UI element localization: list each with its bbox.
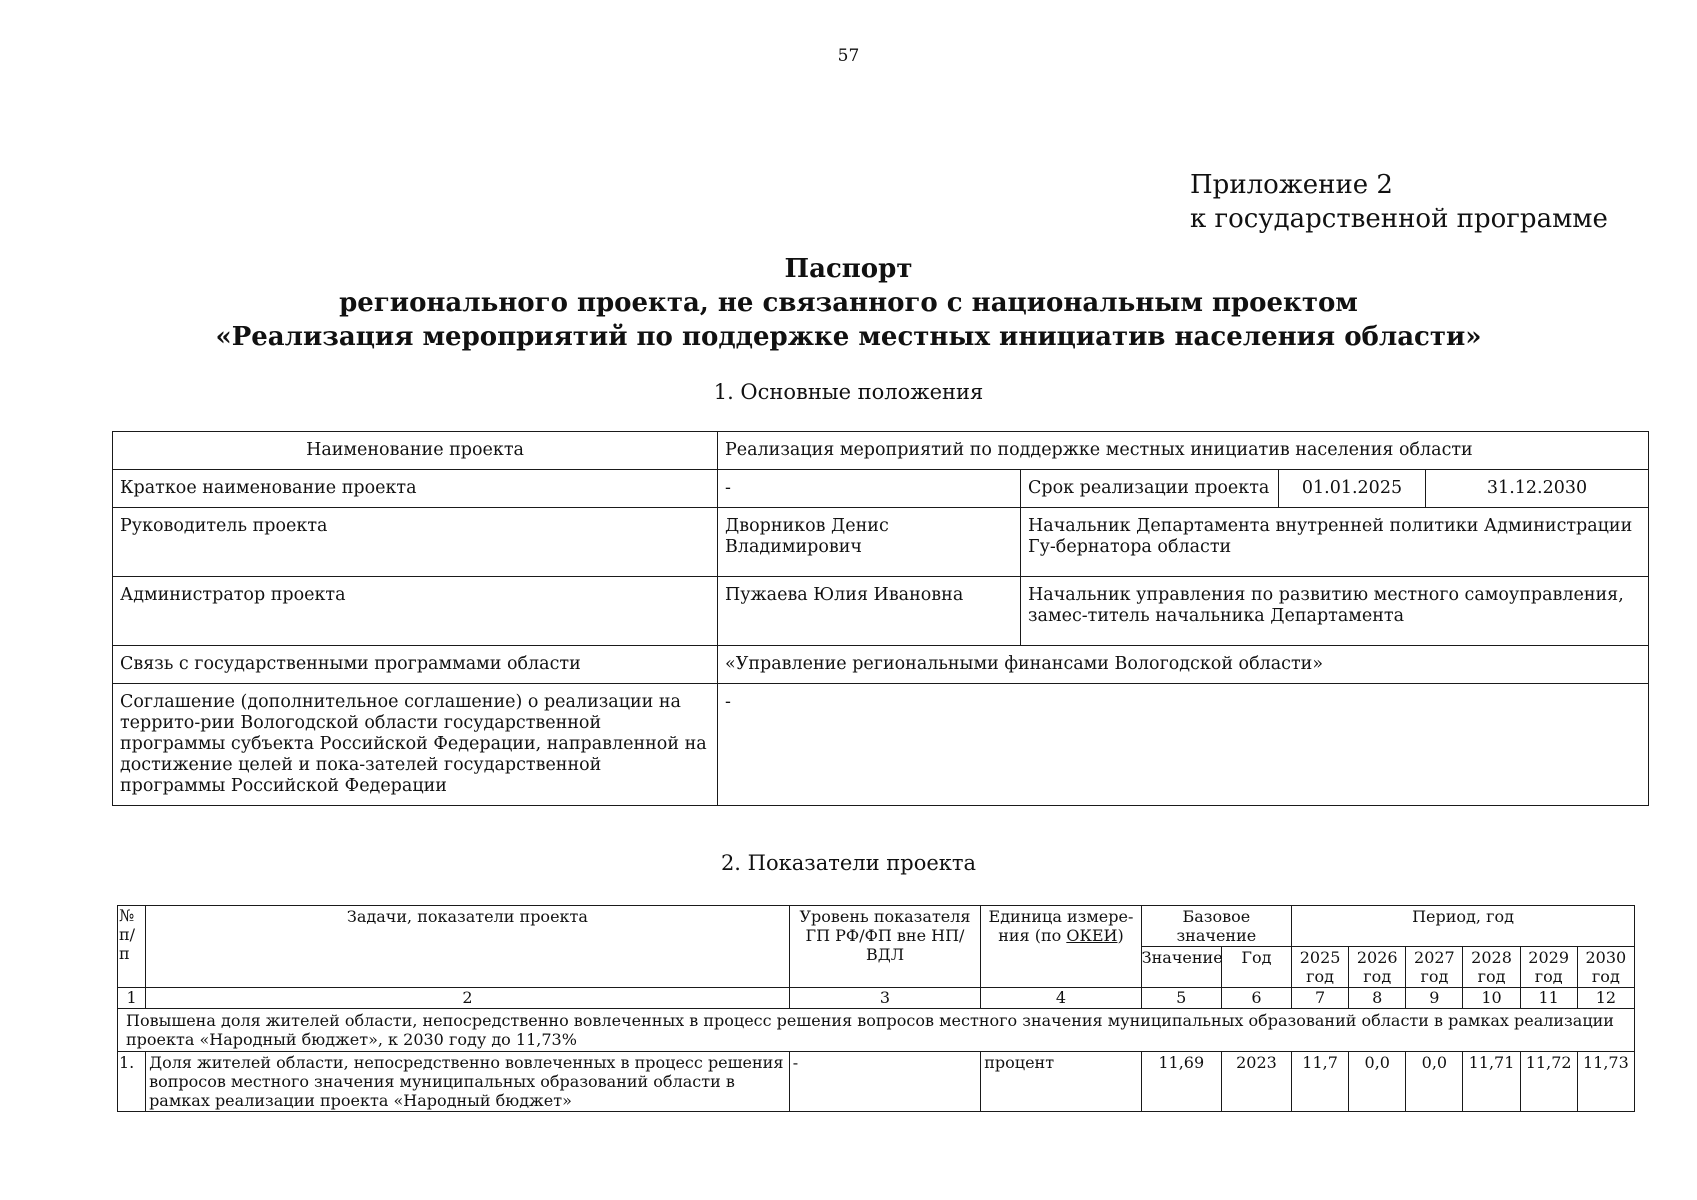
header-row bbox=[118, 906, 1635, 947]
column-number: 1 bbox=[118, 988, 146, 1009]
row-indicator-name: Доля жителей области, непосредственно вовлеченных в процесс решения вопросов местного значения муниципальных образований области в рамках реализации проекта «Народный бюджет» bbox=[146, 1052, 790, 1112]
okei-link[interactable]: ОКЕИ bbox=[1066, 926, 1118, 945]
unit-suffix: ) bbox=[1117, 926, 1124, 945]
column-number: 6 bbox=[1221, 988, 1291, 1009]
table-row bbox=[113, 470, 1649, 508]
table-row bbox=[118, 1052, 1635, 1112]
row-value-2025: 11,7 bbox=[1292, 1052, 1349, 1112]
header-year: 2026 год bbox=[1349, 947, 1406, 988]
column-numbers-row bbox=[118, 988, 1635, 1009]
table-row bbox=[113, 508, 1649, 577]
header-base-value: Значение bbox=[1141, 947, 1221, 988]
admin-position: Начальник управления по развитию местного самоуправления, замес-титель начальника Департамента bbox=[1021, 577, 1649, 646]
header-level: Уровень показателя ГП РФ/ФП вне НП/ВДЛ bbox=[789, 906, 981, 988]
table-row bbox=[113, 577, 1649, 646]
row-value-2028: 11,71 bbox=[1463, 1052, 1520, 1112]
header-base: Базовое значение bbox=[1141, 906, 1291, 947]
term-start: 01.01.2025 bbox=[1279, 470, 1426, 508]
column-number: 8 bbox=[1349, 988, 1406, 1009]
section-1-heading: 1. Основные положения bbox=[713, 380, 984, 404]
project-name-label: Наименование проекта bbox=[113, 432, 718, 470]
project-indicators-table bbox=[117, 905, 1635, 1112]
agreement-label: Соглашение (дополнительное соглашение) о реализации на террито-рии Вологодской области государственной программы субъекта Российской Федерации, направленной на достижение целей и пока-зателей государственной программы Российской Федерации bbox=[113, 684, 718, 806]
appendix-line-1: Приложение 2 bbox=[1190, 170, 1393, 200]
column-number: 4 bbox=[981, 988, 1141, 1009]
leader-position: Начальник Департамента внутренней политики Администрации Гу-бернатора области bbox=[1021, 508, 1649, 577]
header-year: 2027 год bbox=[1406, 947, 1463, 988]
section-2-heading: 2. Показатели проекта bbox=[720, 851, 977, 875]
goal-text: Повышена доля жителей области, непосредственно вовлеченных в процесс решения вопросов местного значения муниципальных образований области в рамках реализации проекта «Народный бюджет», к 2030 году до 11,73% bbox=[118, 1009, 1635, 1052]
appendix-line-2: к государственной программе bbox=[1190, 204, 1608, 234]
main-provisions-table bbox=[112, 431, 1649, 806]
leader-name: Дворников Денис Владимирович bbox=[718, 508, 1021, 577]
row-value-2029: 11,72 bbox=[1520, 1052, 1577, 1112]
goal-row bbox=[118, 1009, 1635, 1052]
admin-name: Пужаева Юлия Ивановна bbox=[718, 577, 1021, 646]
row-num: 1. bbox=[118, 1052, 146, 1112]
column-number: 2 bbox=[146, 988, 790, 1009]
column-number: 3 bbox=[789, 988, 981, 1009]
term-end: 31.12.2030 bbox=[1426, 470, 1649, 508]
column-number: 12 bbox=[1577, 988, 1634, 1009]
project-name-value: Реализация мероприятий по поддержке местных инициатив населения области bbox=[718, 432, 1649, 470]
table-row bbox=[113, 432, 1649, 470]
document-title bbox=[0, 252, 1697, 354]
programs-label: Связь с государственными программами области bbox=[113, 646, 718, 684]
title-line-2: регионального проекта, не связанного с национальным проектом bbox=[339, 288, 1358, 318]
column-number: 10 bbox=[1463, 988, 1520, 1009]
column-number: 7 bbox=[1292, 988, 1349, 1009]
row-base-value: 11,69 bbox=[1141, 1052, 1221, 1112]
column-number: 5 bbox=[1141, 988, 1221, 1009]
header-base-year: Год bbox=[1221, 947, 1291, 988]
header-year: 2029 год bbox=[1520, 947, 1577, 988]
title-line-1: Паспорт bbox=[784, 254, 913, 284]
row-unit: процент bbox=[981, 1052, 1141, 1112]
short-name-label: Краткое наименование проекта bbox=[113, 470, 718, 508]
row-value-2027: 0,0 bbox=[1406, 1052, 1463, 1112]
row-value-2030: 11,73 bbox=[1577, 1052, 1634, 1112]
header-num: № п/п bbox=[118, 906, 146, 988]
table-row bbox=[113, 684, 1649, 806]
row-level: - bbox=[789, 1052, 981, 1112]
term-label: Срок реализации проекта bbox=[1021, 470, 1279, 508]
header-tasks: Задачи, показатели проекта bbox=[146, 906, 790, 988]
admin-label: Администратор проекта bbox=[113, 577, 718, 646]
row-base-year: 2023 bbox=[1221, 1052, 1291, 1112]
title-line-3: «Реализация мероприятий по поддержке местных инициатив населения области» bbox=[215, 322, 1482, 352]
agreement-value: - bbox=[718, 684, 1649, 806]
column-number: 11 bbox=[1520, 988, 1577, 1009]
short-name-value: - bbox=[718, 470, 1021, 508]
header-year: 2028 год bbox=[1463, 947, 1520, 988]
header-year: 2030 год bbox=[1577, 947, 1634, 988]
appendix-note bbox=[1190, 168, 1608, 236]
header-period: Период, год bbox=[1292, 906, 1635, 947]
header-unit bbox=[981, 906, 1141, 988]
programs-value: «Управление региональными финансами Вологодской области» bbox=[718, 646, 1649, 684]
page-number: 57 bbox=[837, 46, 860, 66]
header-year: 2025 год bbox=[1292, 947, 1349, 988]
unit-prefix: Единица измере-ния (по bbox=[988, 907, 1134, 945]
column-number: 9 bbox=[1406, 988, 1463, 1009]
leader-label: Руководитель проекта bbox=[113, 508, 718, 577]
row-value-2026: 0,0 bbox=[1349, 1052, 1406, 1112]
table-row bbox=[113, 646, 1649, 684]
